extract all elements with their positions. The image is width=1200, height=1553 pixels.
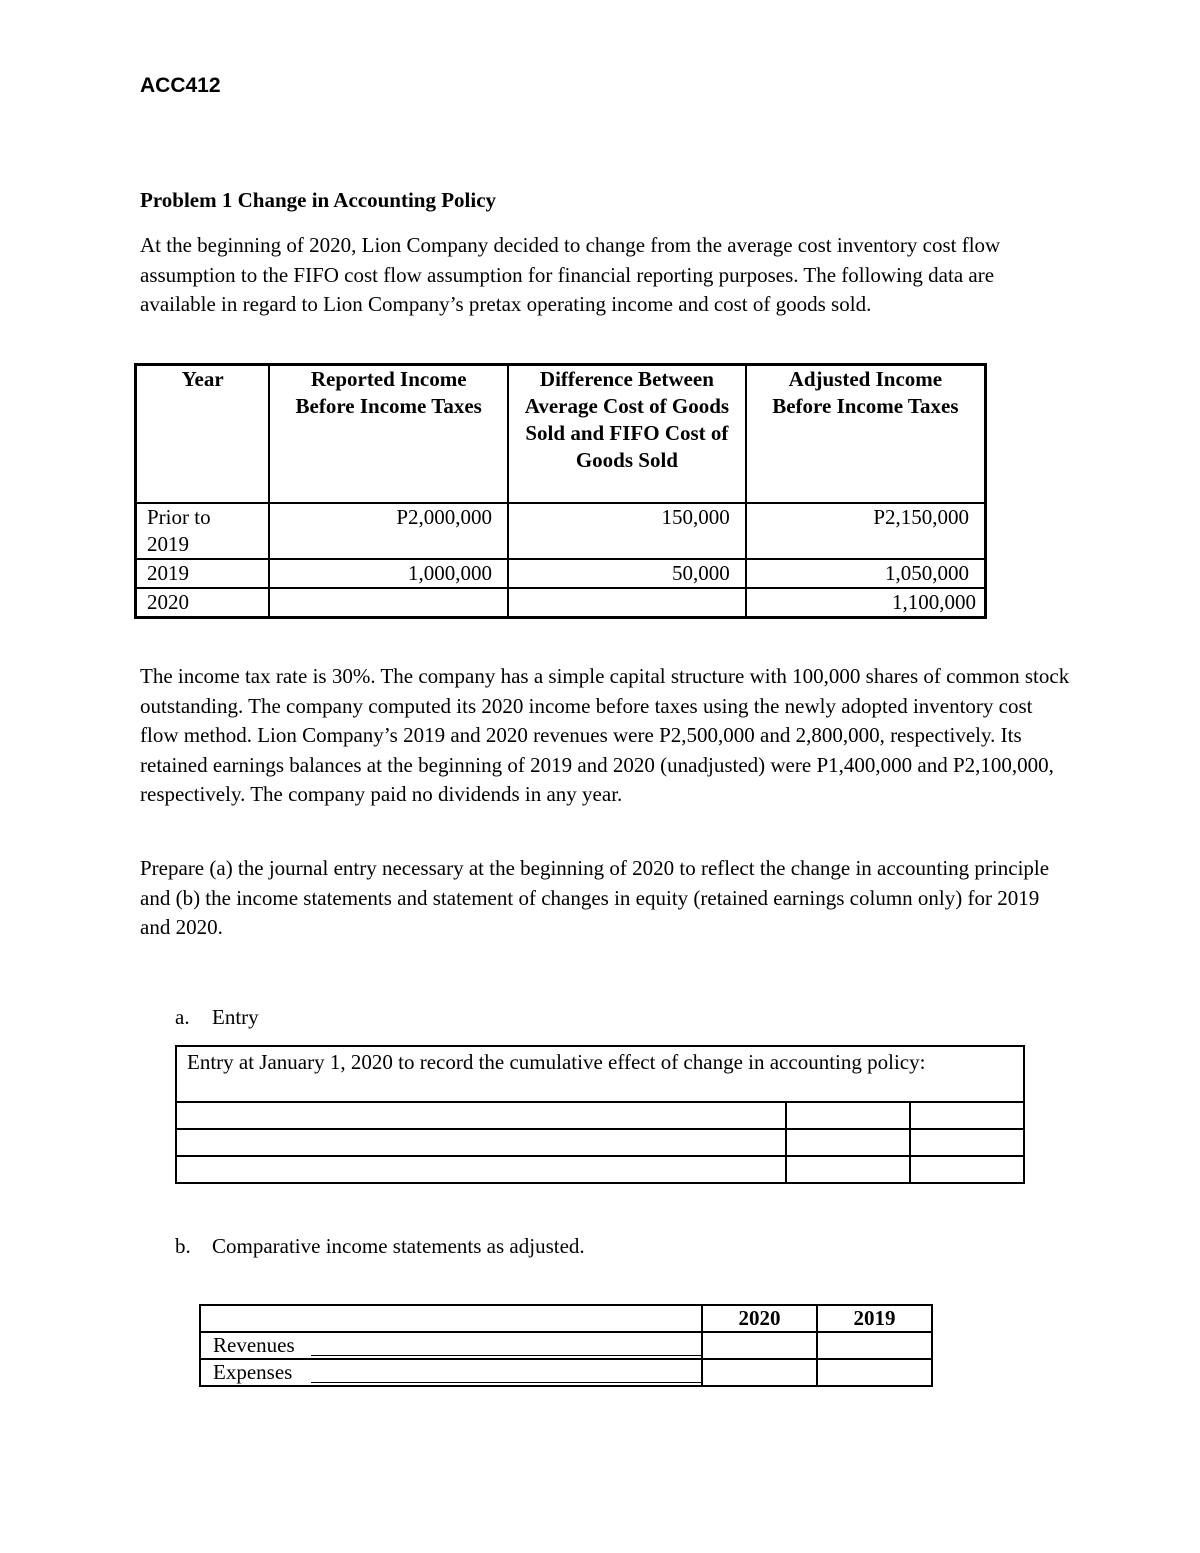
expenses-2019-cell[interactable]	[817, 1359, 932, 1386]
header-difference: Difference Between Average Cost of Goods Sold and FIFO Cost of Goods Sold	[508, 365, 746, 503]
expenses-label: Expenses	[213, 1360, 293, 1384]
revenues-label-cell	[200, 1332, 702, 1359]
row-year: 2019	[136, 559, 270, 588]
course-code: ACC412	[140, 74, 221, 97]
intro-paragraph: At the beginning of 2020, Lion Company decided to change from the average cost inventory cost flow assumption to the FIFO cost flow assumption for financial reporting purposes. The following data are available in regard to Lion Company’s pretax operating income and cost of goods sold.	[140, 233, 1001, 316]
fill-line	[311, 1355, 701, 1356]
part-a-text: Entry	[212, 1005, 259, 1029]
part-a-marker: a.	[175, 1005, 190, 1029]
row-adjusted: P2,150,000	[746, 503, 986, 559]
entry-credit-cell[interactable]	[910, 1129, 1024, 1156]
row-reported: 1,000,000	[269, 559, 508, 588]
row-difference	[508, 588, 746, 618]
income-header-blank	[200, 1305, 702, 1332]
row-adjusted: 1,100,000	[746, 588, 986, 618]
part-b-text: Comparative income statements as adjusted.	[212, 1234, 585, 1258]
expenses-label-cell	[200, 1359, 702, 1386]
entry-header-row	[176, 1046, 1024, 1102]
journal-entry-table	[175, 1045, 1025, 1184]
entry-debit-cell[interactable]	[786, 1129, 909, 1156]
entry-row	[176, 1156, 1024, 1183]
income-header-row	[200, 1305, 932, 1332]
entry-account-cell[interactable]	[176, 1102, 786, 1129]
entry-account-cell[interactable]	[176, 1129, 786, 1156]
entry-debit-cell[interactable]	[786, 1156, 909, 1183]
row-year: Prior to 2019	[136, 503, 270, 559]
fill-line	[311, 1382, 701, 1383]
income-statement-table	[199, 1304, 933, 1387]
table-row	[136, 503, 986, 559]
row-reported: P2,000,000	[269, 503, 508, 559]
row-difference: 50,000	[508, 559, 746, 588]
row-year: 2020	[136, 588, 270, 618]
revenues-label: Revenues	[213, 1333, 295, 1357]
part-b-marker: b.	[175, 1234, 191, 1258]
entry-credit-cell[interactable]	[910, 1156, 1024, 1183]
header-adjusted-income: Adjusted Income Before Income Taxes	[746, 365, 986, 503]
revenues-2020-cell[interactable]	[702, 1332, 817, 1359]
entry-row	[176, 1129, 1024, 1156]
income-row	[200, 1359, 932, 1386]
table-row	[136, 559, 986, 588]
row-adjusted: 1,050,000	[746, 559, 986, 588]
entry-header: Entry at January 1, 2020 to record the cumulative effect of change in accounting policy:	[176, 1046, 1024, 1102]
row-difference: 150,000	[508, 503, 746, 559]
details-paragraph: The income tax rate is 30%. The company has a simple capital structure with 100,000 shares of common stock outstanding. The company computed its 2020 income before taxes using the newly adopted inventory cost flow method. Lion Company’s 2019 and 2020 revenues were P2,500,000 and 2,800,000, respectively. Its retained earnings balances at the beginning of 2019 and 2020 (unadjusted) were P1,400,000 and P2,100,000, respectively. The company paid no dividends in any year.	[140, 664, 1070, 806]
table-header-row	[136, 365, 986, 503]
revenues-2019-cell[interactable]	[817, 1332, 932, 1359]
header-year: Year	[136, 365, 270, 503]
entry-row	[176, 1102, 1024, 1129]
part-a-label	[175, 1003, 259, 1033]
table-row	[136, 588, 986, 618]
column-2020: 2020	[702, 1305, 817, 1332]
column-2019: 2019	[817, 1305, 932, 1332]
entry-credit-cell[interactable]	[910, 1102, 1024, 1129]
expenses-2020-cell[interactable]	[702, 1359, 817, 1386]
row-reported	[269, 588, 508, 618]
header-reported-income: Reported Income Before Income Taxes	[269, 365, 508, 503]
entry-debit-cell[interactable]	[786, 1102, 909, 1129]
part-b-label	[175, 1232, 585, 1262]
income-row	[200, 1332, 932, 1359]
income-data-table	[134, 363, 987, 619]
instructions-paragraph: Prepare (a) the journal entry necessary at the beginning of 2020 to reflect the change in accounting principle and (b) the income statements and statement of changes in equity (retained earnings column only) for 2019 and 2020.	[140, 856, 1050, 939]
entry-account-cell[interactable]	[176, 1156, 786, 1183]
problem-title: Problem 1 Change in Accounting Policy	[140, 188, 497, 212]
